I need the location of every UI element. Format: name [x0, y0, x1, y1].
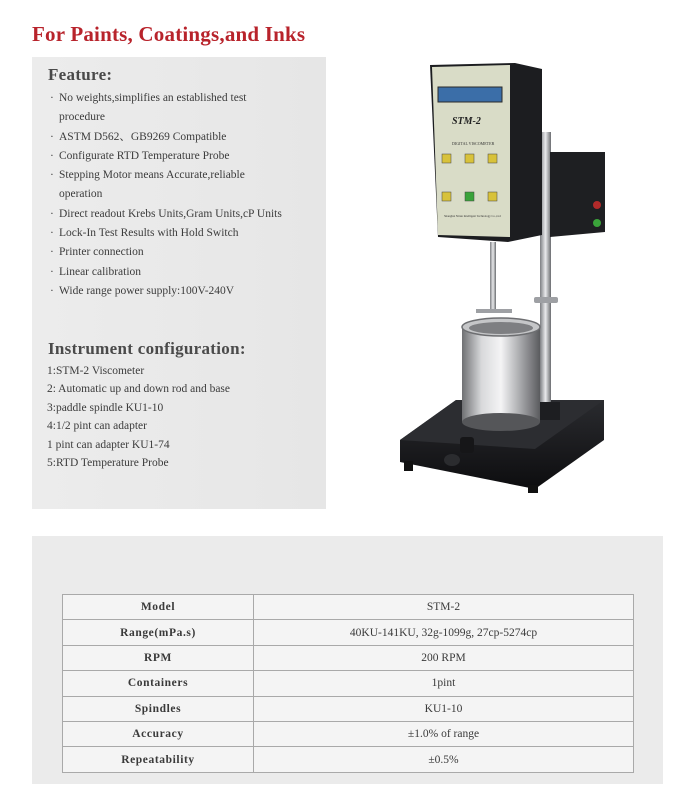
spec-value: STM-2	[254, 595, 634, 620]
feature-item: · Linear calibration	[48, 263, 323, 282]
feature-item: · Printer connection	[48, 243, 323, 262]
rod-clamp	[534, 297, 558, 303]
spec-value: ±1.0% of range	[254, 721, 634, 746]
feature-item: operation	[59, 188, 103, 201]
spec-value: 200 RPM	[254, 645, 634, 670]
configuration-list	[47, 362, 230, 472]
viscometer-product-image	[400, 57, 640, 497]
paddle-spindle	[476, 309, 512, 313]
table-row	[63, 721, 634, 746]
configuration-item: 2: Automatic up and down rod and base	[47, 383, 231, 396]
red-indicator-icon	[593, 201, 601, 209]
spec-label: Containers	[63, 671, 254, 696]
table-row	[63, 671, 634, 696]
base-foot	[528, 485, 538, 493]
spec-value: 1pint	[254, 671, 634, 696]
configuration-item: 4:1/2 pint can adapter	[47, 420, 147, 433]
feature-item: · No weights,simplifies an established test	[48, 89, 323, 108]
spec-value: ±0.5%	[254, 747, 634, 772]
feature-list	[48, 89, 323, 301]
spec-value: 40KU-141KU, 32g-1099g, 27cp-5274cp	[254, 620, 634, 645]
feature-item: · Lock-In Test Results with Hold Switch	[48, 224, 323, 243]
feature-item: · Direct readout Krebs Units,Gram Units,cP Units	[48, 205, 323, 224]
panel-button	[442, 192, 451, 201]
feature-heading: Feature:	[48, 65, 113, 84]
panel-button	[488, 192, 497, 201]
model-label: STM-2	[452, 116, 481, 127]
panel-button	[442, 154, 451, 163]
sample-can	[462, 327, 540, 422]
configuration-item: 1:STM-2 Viscometer	[47, 365, 145, 377]
table-row	[63, 595, 634, 620]
spec-label: Accuracy	[63, 721, 254, 746]
spindle-shaft	[490, 242, 496, 312]
table-row	[63, 747, 634, 772]
panel-text: DIGITAL VISCOMETER	[452, 141, 495, 146]
configuration-item: 1 pint can adapter KU1-74	[47, 438, 170, 451]
panel-button	[465, 154, 474, 163]
spec-label: Model	[63, 595, 254, 620]
page-title: For Paints, Coatings,and Inks	[32, 22, 306, 46]
feature-item: · ASTM D562、GB9269 Compatible	[48, 128, 323, 147]
spec-label: Spindles	[63, 696, 254, 721]
table-row	[63, 620, 634, 645]
configuration-item: 5:RTD Temperature Probe	[47, 457, 169, 470]
lcd-display	[438, 87, 502, 102]
configuration-item: 3:paddle spindle KU1-10	[47, 401, 164, 414]
spec-label: RPM	[63, 645, 254, 670]
specifications-table	[62, 594, 634, 773]
green-indicator-icon	[593, 219, 601, 227]
spec-label: Range(mPa.s)	[63, 620, 254, 645]
table-row	[63, 645, 634, 670]
panel-button	[488, 154, 497, 163]
panel-button	[465, 192, 474, 201]
height-adjust-knob	[460, 437, 474, 453]
feature-item: · Wide range power supply:100V-240V	[48, 282, 323, 301]
base-foot	[404, 461, 413, 471]
maker-text: Shanghai Nirun Intelligent Technology Co.,Ltd	[444, 214, 501, 218]
feature-item: · Configurate RTD Temperature Probe	[48, 147, 323, 166]
configuration-heading: Instrument configuration:	[48, 339, 246, 358]
spec-label: Repeatability	[63, 747, 254, 772]
table-row	[63, 696, 634, 721]
feature-item: · Stepping Motor means Accurate,reliable	[48, 166, 323, 185]
spec-value: KU1-10	[254, 696, 634, 721]
feature-panel	[32, 57, 326, 509]
feature-item: procedure	[59, 111, 105, 124]
